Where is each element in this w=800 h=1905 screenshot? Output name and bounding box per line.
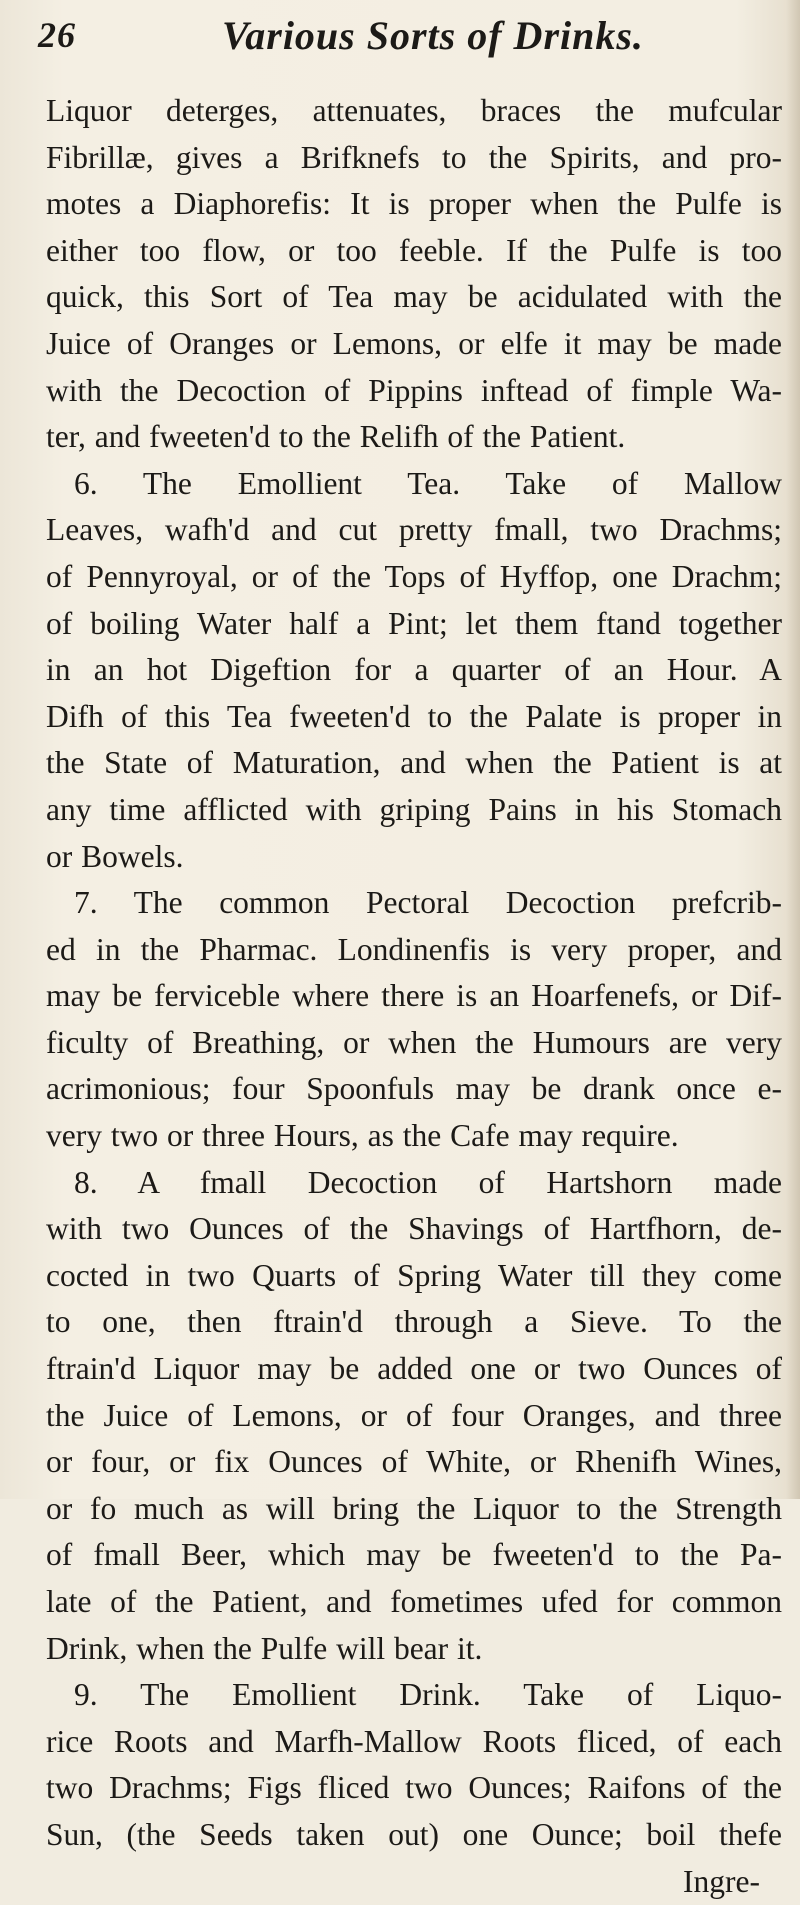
text-line: of fmall Beer, which may be fweeten'd to the Pa-	[46, 1537, 782, 1573]
body-text	[46, 88, 782, 1905]
text-line: Sun, (the Seeds taken out) one Ounce; boil thefe	[46, 1816, 782, 1852]
section-heading-line: 9. The Emollient Drink. Take of Liquo-	[74, 1677, 782, 1713]
text-line: two Drachms; Figs fliced two Ounces; Raifons of the	[46, 1770, 782, 1806]
text-line: acrimonious; four Spoonfuls may be drank once e-	[46, 1071, 782, 1107]
text-line: ftrain'd Liquor may be added one or two Ounces of	[46, 1351, 782, 1387]
text-line: the Juice of Lemons, or of four Oranges, and three	[46, 1397, 782, 1433]
text-line: quick, this Sort of Tea may be acidulated with the	[46, 279, 782, 315]
text-line: the State of Maturation, and when the Patient is at	[46, 745, 782, 781]
text-line: cocted in two Quarts of Spring Water till they come	[46, 1257, 782, 1293]
text-line: or Bowels.	[46, 838, 184, 874]
text-line: or fo much as will bring the Liquor to the Strength	[46, 1490, 782, 1526]
text-line: very two or three Hours, as the Cafe may require.	[46, 1118, 679, 1154]
text-line: ed in the Pharmac. Londinenfis is very proper, and	[46, 931, 782, 967]
text-line: ficulty of Breathing, or when the Humours are very	[46, 1024, 782, 1060]
text-line: with two Ounces of the Shavings of Hartfhorn, de-	[46, 1211, 782, 1247]
text-line: of Pennyroyal, or of the Tops of Hyffop, one Drachm;	[46, 558, 782, 594]
text-line: in an hot Digeftion for a quarter of an Hour. A	[46, 652, 782, 688]
text-line: ter, and fweeten'd to the Relifh of the Patient.	[46, 419, 626, 455]
section-heading-line: 6. The Emollient Tea. Take of Mallow	[74, 465, 782, 501]
text-line: either too flow, or too feeble. If the Pulfe is too	[46, 232, 782, 268]
text-line: Difh of this Tea fweeten'd to the Palate is proper in	[46, 698, 782, 734]
page-number: 26	[38, 15, 76, 55]
section-heading-line: 7. The common Pectoral Decoction prefcrib-	[74, 885, 782, 921]
text-line: Fibrillæ, gives a Brifknefs to the Spirits, and pro-	[46, 139, 782, 175]
text-line: of boiling Water half a Pint; let them ftand together	[46, 605, 782, 641]
running-title: Various Sorts of Drinks.	[222, 13, 644, 58]
text-line: may be ferviceble where there is an Hoarfenefs, or Dif-	[46, 978, 782, 1014]
text-line: any time afflicted with griping Pains in his Stomach	[46, 791, 782, 827]
text-line: with the Decoction of Pippins inftead of fimple Wa-	[46, 372, 782, 408]
text-line: Juice of Oranges or Lemons, or elfe it may be made	[46, 325, 782, 361]
text-line: Drink, when the Pulfe will bear it.	[46, 1630, 483, 1666]
text-line: rice Roots and Marfh-Mallow Roots fliced, of each	[46, 1723, 782, 1759]
text-line: to one, then ftrain'd through a Sieve. To the	[46, 1304, 782, 1340]
text-line: late of the Patient, and fometimes ufed for common	[46, 1584, 782, 1619]
text-line: Liquor deterges, attenuates, braces the mufcular	[46, 93, 782, 128]
catchword: Ingre-	[683, 1863, 760, 1899]
text-line: Leaves, wafh'd and cut pretty fmall, two Drachms;	[46, 512, 782, 548]
text-line: motes a Diaphorefis: It is proper when the Pulfe is	[46, 186, 782, 222]
text-line: or four, or fix Ounces of White, or Rhenifh Wines,	[46, 1444, 782, 1480]
page-edge-shadow	[786, 0, 800, 1499]
page-header	[0, 0, 800, 72]
section-heading-line: 8. A fmall Decoction of Hartshorn made	[74, 1164, 782, 1200]
